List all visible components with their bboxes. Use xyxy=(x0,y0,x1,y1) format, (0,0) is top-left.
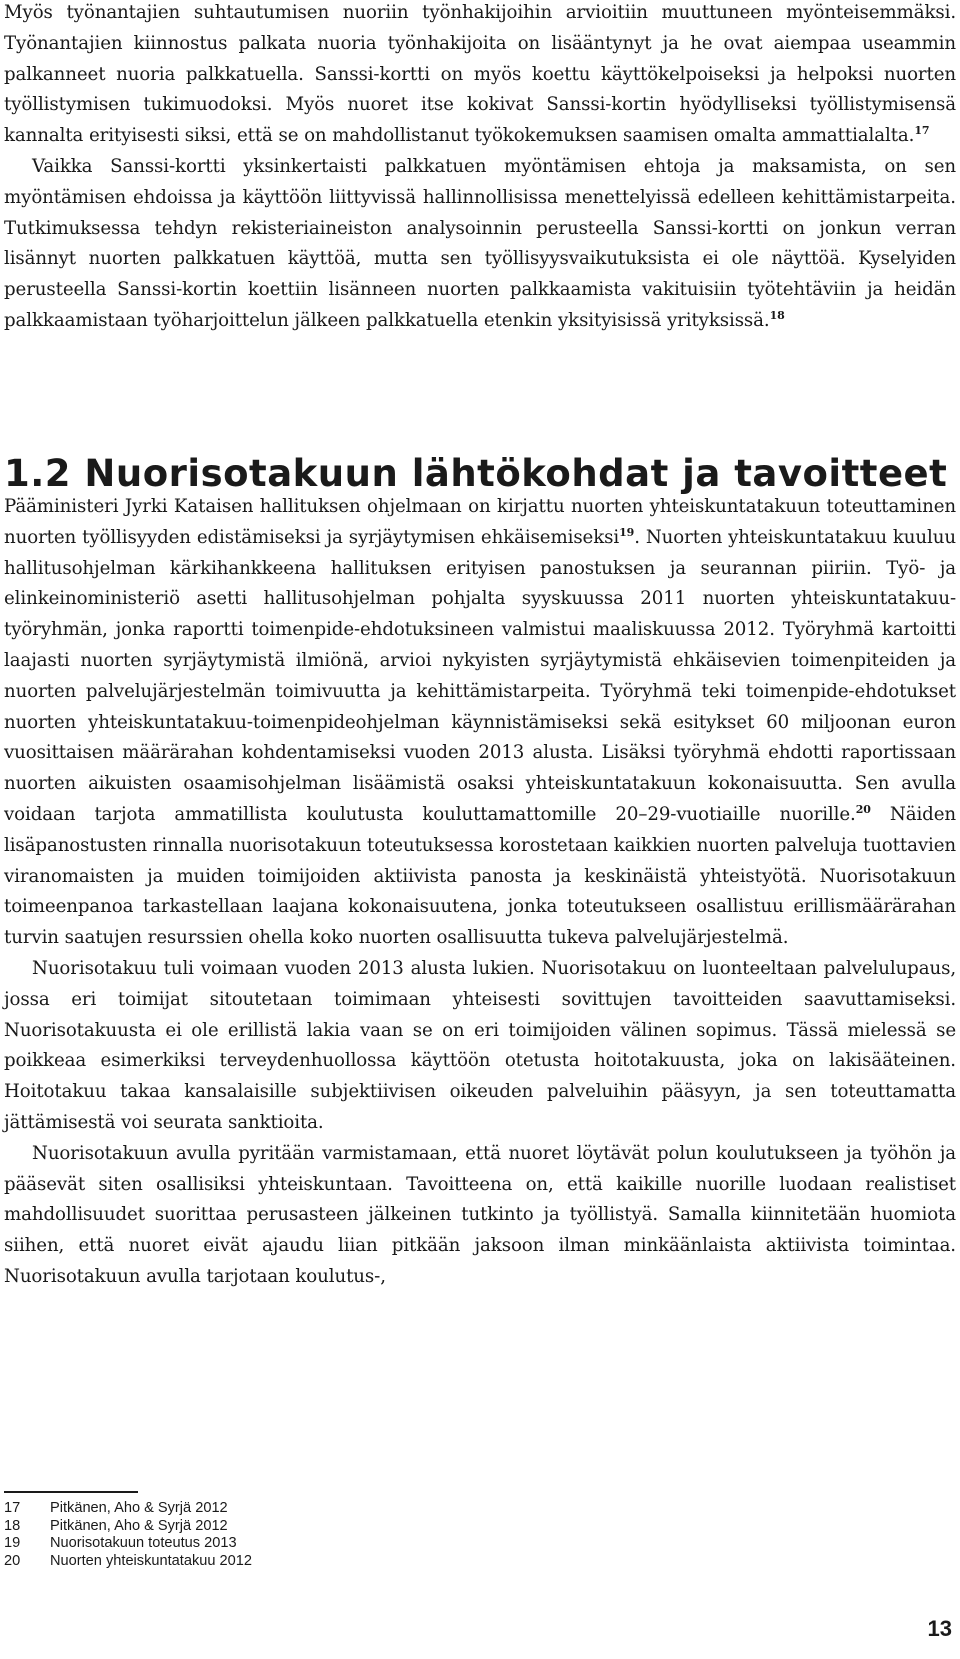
paragraph-text: Näiden lisäpanostusten rinnalla nuorisotakuun toteutuksessa korostetaan kaikkien nuorten palveluja tuottavien viranomaisten ja muiden toimijoiden aktiivista panosta ja keskinäistä yhteistyötä. Nuorisotakuun toimeenpanoa tarkastellaan laajana kokonaisuutena, jonka toteutukseen osallistuu erillismäärärahan turvin saatujen resurssien ohella koko nuorten osallisuutta tukeva palvelujärjestelmä. xyxy=(4,803,957,949)
footnote-item xyxy=(4,1500,604,1518)
paragraph-text: Myös työnantajien suhtautumisen nuoriin työnhakijoihin arvioitiin muuttuneen myönteisemmäksi. Työnantajien kiinnostus palkata nuoria työnhakijoita on lisääntynyt ja he ovat aiempaa useammin palkanneet nuoria palkkatuella. Sanssi-kortti on myös koettu käyttökelpoiseksi ja helpoksi nuorten työllistymisen tukimuodoksi. Myös nuoret itse kokivat Sanssi-kortin hyödylliseksi työllistymisensä kannalta erityisesti siksi, että se on mahdollistanut työkokemuksen saamisen omalta ammattialalta. xyxy=(4,2,956,147)
paragraph-text: . Nuorten yhteiskuntatakuu kuuluu hallitusohjelman kärkihankkeena hallituksen erityisen panostuksen ja seurannan piiriin. Työ- ja elinkeinoministeriö asetti hallitusohjelman pohjalta syyskuussa 2011 nuorten yhteiskuntatakuu-työryhmän, jonka raportti toimenpide-ehdotuksineen valmistui maaliskuussa 2012. Työryhmä kartoitti laajasti nuorten syrjäytymistä ilmiönä, arvioi nykyisten syrjäytymistä ehkäisevien toimenpiteiden ja nuorten palvelujärjestelmän toimivuutta ja kehittämistarpeita. Työryhmä teki toimenpide-ehdotukset nuorten yhteiskuntatakuu-toimenpideohjelman käynnistämiseksi sekä esitykset 60 miljoonan euron vuosittaisen määrärahan kohdentamiseksi vuoden 2013 alusta. Lisäksi työryhmä ehdotti raportissaan nuorten aikuisten osaamisohjelman lisäämistä osaksi yhteiskuntatakuun kokonaisuutta. Sen avulla voidaan tarjota ammatillista koulutusta kouluttamattomille 20–29-vuotiaille nuorille. xyxy=(4,526,956,825)
footnote-number: 19 xyxy=(4,1535,21,1552)
paragraph: Nuorisotakuu tuli voimaan vuoden 2013 alusta lukien. Nuorisotakuu on luonteeltaan palvelulupaus, jossa eri toimijat sitoutetaan toimimaan yhteisesti sovittujen tavoitteiden saavuttamiseksi. Nuorisotakuusta ei ole erillistä lakia vaan se on eri toimijoiden välinen sopimus. Tässä mielessä se poikkeaa esimerkiksi terveydenhuollossa käyttöön otetusta hoitotakuusta, joka on lakisääteinen. Hoitotakuu takaa kansalaisille subjektiivisen oikeuden palveluihin pääsyyn, ja sen toteuttamatta jättämisestä voi seurata sanktioita. xyxy=(4,957,956,1133)
section-heading: 1.2 Nuorisotakuun lähtökohdat ja tavoitteet xyxy=(4,452,948,495)
footnote-divider xyxy=(4,1491,138,1493)
footnote-number: 17 xyxy=(4,1500,21,1516)
footnote-ref[interactable]: 18 xyxy=(769,308,785,322)
paragraph: Nuorisotakuun avulla pyritään varmistamaan, että nuoret löytävät polun koulutukseen ja työhön ja pääsevät siten osallisiksi yhteiskuntaan. Tavoitteena on, että kaikille nuorille luodaan realistiset mahdollisuudet suorittaa perusasteen jälkeinen tutkinto ja työllistyä. Samalla kiinnitetään huomiota siihen, että nuoret eivät ajaudu liian pitkään jaksoon ilman minkäänlaista aktiivista toimintaa. Nuorisotakuun avulla tarjotaan koulutus-, xyxy=(4,1142,956,1287)
footnote-item xyxy=(4,1518,604,1536)
footnote-ref[interactable]: 20 xyxy=(855,802,871,816)
paragraph-text: Pääministeri Jyrki Kataisen hallituksen ohjelmaan on kirjattu nuorten yhteiskuntatakuun toteuttaminen nuorten työllisyyden edistämiseksi ja syrjäytymisen ehkäisemiseksi xyxy=(4,496,956,548)
footnote-ref[interactable]: 17 xyxy=(914,124,930,138)
intro-text xyxy=(4,0,956,337)
footnote-ref[interactable]: 19 xyxy=(619,525,635,539)
footnote-item xyxy=(4,1535,604,1553)
footnote-text: Pitkänen, Aho & Syrjä 2012 xyxy=(50,1500,228,1516)
paragraph-text: Vaikka Sanssi-kortti yksinkertaisti palkkatuen myöntämisen ehtoja ja maksamista, on sen myöntämisen ehdoissa ja käyttöön liittyvissä hallinnollisissa menettelyissä edelleen kehittämistarpeita. Tutkimuksessa tehdyn rekisteriaineiston analysoinnin perusteella Sanssi-kortti on jonkun verran lisännyt nuorten palkkatuen käyttöä, mutta sen työllisyysvaikutuksista ei ole näyttöä. Kyselyiden perusteella Sanssi-kortin koettiin lisänneen nuorten palkkaamista vakituisiin työtehtäviin ja heidän palkkaamistaan työharjoittelun jälkeen palkkatuella etenkin yksityisissä yrityksissä. xyxy=(4,155,956,331)
footnote-text: Nuorten yhteiskuntatakuu 2012 xyxy=(50,1552,253,1569)
paragraph xyxy=(4,0,956,152)
footnote-number: 20 xyxy=(4,1552,21,1569)
page-number: 13 xyxy=(927,1616,952,1641)
paragraph xyxy=(4,152,956,337)
footnotes xyxy=(4,1500,604,1570)
footnote-text: Nuorisotakuun toteutus 2013 xyxy=(50,1535,237,1552)
footnote-item xyxy=(4,1553,604,1571)
footnote-number: 18 xyxy=(4,1517,21,1534)
section-text xyxy=(4,492,956,1293)
footnote-text: Pitkänen, Aho & Syrjä 2012 xyxy=(50,1517,228,1534)
paragraph xyxy=(4,492,956,954)
